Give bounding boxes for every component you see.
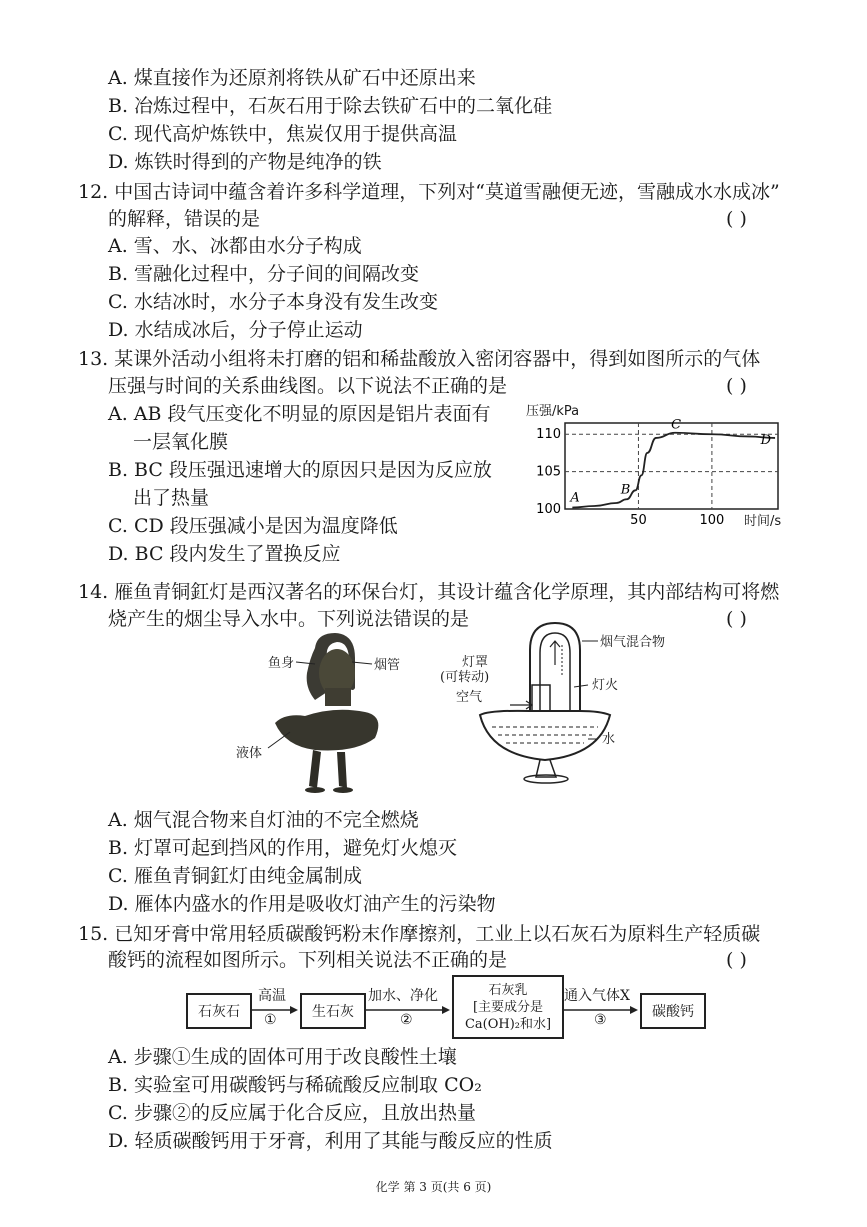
q12-option-d: D. 水结成冰后，分子停止运动: [108, 319, 363, 341]
chart-xtick-label: 100: [699, 513, 725, 528]
q12-option-c: C. 水结冰时，水分子本身没有发生改变: [108, 291, 438, 313]
label-water: 水: [602, 732, 616, 747]
label-lampshade: 灯罩: [462, 655, 489, 670]
flow-step1-condition: 高温: [258, 988, 286, 1004]
chart-xtick-label: 50: [630, 513, 647, 528]
q12-answer-paren: ( ): [726, 208, 747, 230]
flow-box-calcium-carbonate-label: 碳酸钙: [652, 1004, 694, 1020]
flow-box-lime-milk-title: 石灰乳: [488, 982, 528, 998]
q14-stem-line2: 烧产生的烟尘导入水中。下列说法错误的是: [108, 608, 470, 630]
flow-step3-condition: 通入气体X: [564, 988, 630, 1004]
q15-stem-line2: 酸钙的流程如图所示。下列相关说法不正确的是: [108, 949, 508, 971]
q15-option-c: C. 步骤②的反应属于化合反应，且放出热量: [108, 1102, 476, 1124]
flow-step3-number: ③: [594, 1012, 607, 1028]
q13-answer-paren: ( ): [726, 375, 747, 397]
chart-ytick-label: 110: [536, 427, 561, 443]
flow-box-lime-milk-line2: [主要成分是: [472, 999, 544, 1015]
q12-option-b: B. 雪融化过程中，分子间的间隔改变: [108, 263, 420, 285]
q14-answer-paren: ( ): [726, 608, 747, 630]
q11-option-a: A. 煤直接作为还原剂将铁从矿石中还原出来: [108, 67, 476, 89]
page-footer: 化学 第 3 页(共 6 页): [375, 1180, 492, 1194]
q15-option-d: D. 轻质碳酸钙用于牙膏，利用了其能与酸反应的性质: [108, 1130, 553, 1152]
q13-option-d: D. BC 段内发生了置换反应: [108, 543, 341, 565]
chart-point-label: A: [570, 490, 580, 506]
chart-xlabel: 时间/s: [744, 514, 782, 529]
flow-step2-number: ②: [400, 1012, 413, 1028]
chart-series-line: [572, 433, 775, 508]
chart-ytick-label: 105: [536, 464, 561, 480]
label-smoke-pipe: 烟管: [374, 658, 401, 673]
q15-option-a: A. 步骤①生成的固体可用于改良酸性土壤: [108, 1046, 457, 1068]
q15-answer-paren: ( ): [726, 949, 747, 971]
q11-option-b: B. 冶炼过程中，石灰石用于除去铁矿石中的二氧化硅: [108, 95, 553, 117]
q13-option-a: A. AB 段气压变化不明显的原因是铝片表面有: [108, 403, 491, 425]
lamp-structure-diagram: [470, 615, 620, 785]
q13-option-c: C. CD 段压强减小是因为温度降低: [108, 515, 398, 537]
label-flame: 灯火: [592, 678, 619, 693]
flow-box-limestone-label: 石灰石: [198, 1004, 240, 1020]
q14-option-d: D. 雁体内盛水的作用是吸收灯油产生的污染物: [108, 893, 496, 915]
flow-box-quicklime-label: 生石灰: [312, 1004, 354, 1020]
lamp-leader-lines: [230, 650, 410, 770]
label-liquid: 液体: [236, 746, 263, 761]
label-fish-body: 鱼身: [268, 656, 295, 671]
chart-ytick-label: 100: [536, 502, 561, 517]
label-rotatable: (可转动): [440, 670, 490, 685]
q13-option-a-cont: 一层氧化膜: [133, 431, 229, 453]
q14-stem-line1: 14. 雁鱼青铜釭灯是西汉著名的环保台灯，其设计蕴含化学原理，其内部结构可将燃: [78, 581, 780, 603]
label-smoke-mixture: 烟气混合物: [600, 635, 666, 650]
q12-option-a: A. 雪、水、冰都由水分子构成: [108, 235, 362, 257]
pressure-time-chart: [520, 398, 800, 533]
q14-option-b: B. 灯罩可起到挡风的作用，避免灯火熄灭: [108, 837, 458, 859]
q13-stem-line1: 13. 某课外活动小组将未打磨的铝和稀盐酸放入密闭容器中，得到如图所示的气体: [78, 348, 761, 370]
q14-option-a: A. 烟气混合物来自灯油的不完全燃烧: [108, 809, 419, 831]
q15-stem-line1: 15. 已知牙膏中常用轻质碳酸钙粉末作摩擦剂，工业上以石灰石为原料生产轻质碳: [78, 923, 761, 945]
chart-ylabel: 压强/kPa: [526, 404, 580, 419]
q14-option-c: C. 雁鱼青铜釭灯由纯金属制成: [108, 865, 362, 887]
q15-option-b: B. 实验室可用碳酸钙与稀硫酸反应制取 CO₂: [108, 1074, 482, 1096]
q11-option-c: C. 现代高炉炼铁中，焦炭仅用于提供高温: [108, 123, 457, 145]
q13-option-b: B. BC 段压强迅速增大的原因只是因为反应放: [108, 459, 492, 481]
q11-option-d: D. 炼铁时得到的产物是纯净的铁: [108, 151, 382, 173]
chart-point-label: B: [620, 482, 631, 498]
q12-stem-line2: 的解释，错误的是: [108, 208, 261, 230]
flow-step1-number: ①: [264, 1012, 277, 1028]
chart-point-label: D: [760, 432, 772, 448]
q12-stem-line1: 12. 中国古诗词中蕴含着许多科学道理，下列对“莫道雪融便无迹，雪融成水水成冰”: [78, 181, 780, 203]
flow-arrows: [0, 1000, 867, 1020]
flow-box-lime-milk-line3: Ca(OH)₂和水]: [464, 1016, 552, 1032]
chart-point-label: C: [671, 417, 682, 433]
label-air: 空气: [456, 690, 483, 705]
q13-option-b-cont: 出了热量: [133, 487, 210, 509]
flow-step2-condition: 加水、净化: [368, 988, 438, 1004]
q13-stem-line2: 压强与时间的关系曲线图。以下说法不正确的是: [108, 375, 508, 397]
chart-point-labels: [569, 418, 771, 506]
